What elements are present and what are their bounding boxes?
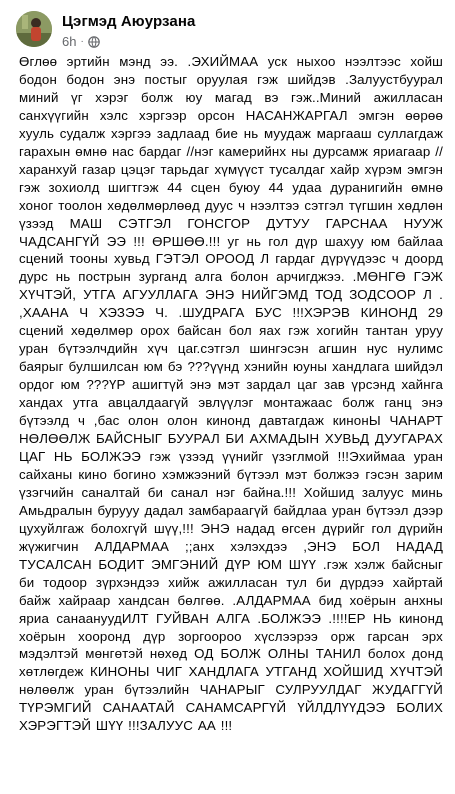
post-time[interactable]: 6h	[62, 34, 77, 49]
globe-icon[interactable]	[88, 36, 100, 48]
profile-photo-icon	[16, 11, 52, 47]
post-meta	[62, 34, 100, 49]
post-text: Өглөө эртийн мэнд ээ. .ЭХИЙМАА уск ныхоо нээлтээс хойш бодон бодон энэ постыг оруулая гэж шийдэв .Залуустбуурал миний үг хэрэг болж юу магад вэ гэж..Миний ажилласан санхүүгийн хэлс хэргээр орсон НАСАНЖАРГАЛ эмгэн өөрөө хууль судалж хэргээ задлаад бие нь муудаж маргааш суллагдаж гарахын өмнө нас бардаг //нэг камерийнх ны дурсамж яриагаар // харанхуй газар цэцэг тарьдаг хүмүүст тусалдаг хайр хүрэм эмгэн гэж зохиолд шигтгэж 44 сцен буюу 44 удаа дуранигийн өмнө хоног тоолон хөдөлмөрлөөд дуус ч нээлтээ сэтгэл түгшин хөдлөн үзээд МАШ СЭТГЭЛ ГОНСГОР ДУТУУ ГАРСНАА НУУЖ ЧАДСАНГҮЙ ЭЭ !!! ӨРШӨӨ.!!! уг нь гол дүр шахуу юм байлаа сцений тооны хувьд ГЭТЭЛ ОРООД Л гардаг дүрүүдээс ч доорд дурс нь пострын зурганд алга болон арчигджээ. .МӨНГӨ ГЭЖ ХҮЧТЭЙ, УТГА АГУУЛЛАГА ЭНЭ НИЙГЭМД ТОД ЗОДСООР Л . ,ХААНА Ч ХЭЗЭЭ Ч. .ШУДРАГА БУС !!!ХЭРЭВ КИНОНД 29 сцений хөдөлмөр орох байсан бол яах гэж хогийн тантан уруу уран бүтээлчдийн хүч цаг.сэтгэл шингэсэн агшин нус нулимс баярыг булшилсан юм бэ ???үүнд хэнийн юуны хандлага шийдэл ордог юм ???ҮР ашигтүй энэ мэт зардал цаг зав үрсэнд хайнга хандах утга авцалдаагүй эвлүүлэг монтажаас болж ганц энэ бүтээлд ч ,бас олон олон кинонд давтагдаж кинонЫ ЧАНАРТ НӨЛӨӨЛЖ БАЙСНЫГ БУУРАЛ БИ АХМАДЫН ХУВЬД ДУУГАРАХ ЦАГ НЬ БОЛЖЭЭ гэж үзээд үүнийг үзэглмой !!!Эхиймаа уран сайханы кино богино хэмжээний бүтээл мэт болжээ гэсэн зарим үзэгчийн саналтай би санал нэг байна.!!! Хойшид залуус минь Амьдралын бурууу дадал замбараагүй байдлаа уран бүтээл дээр цухуйлгаж болохгүй шүү,!!! ЭНЭ нaдад өгсен дүрийг гол дүрийн жүжигчин АЛДАРМАА ;;анх хэлэхдээ ,ЭНЭ БОЛ НАДАД ТУСАЛСАН БОДИТ ЭМГЭНИЙ ДҮР ЮМ ШҮҮ .гэж хэлж байсныг би тодоор зүрхэндээ хийж ажилласан тул би дүрдээ хайртай байж хайраар хандсан бөлгөө. .АЛДАРМАА бид хоёрын анхны яриа санаануудИЛТ ГУЙВАН АЛГА .БОЛЖЭЭ .!!!!ЕР НЬ кинонд хоёрын хооронд дүр зоргоороо хүслээрээ орж гарсан эрх мэдэлтэй мөнгөтэй нөхөд ОД БОЛЖ ОЛНЫ ТАНИЛ болох донд хөтлөгдеж КИНОНЫ ЧИГ ХАНДЛАГА УТГАНД ХОЙШИД ХҮЧТЭЙ нөлөөлж уран бүтээлийн ЧАНАРЫГ СУЛРУУЛДАГ ЖУДАГГҮЙ ТҮРЭМГИЙ САНААТАЙ САНАМСАРГҮЙ ҮЙЛДЛҮҮДЭЭ БОЛИХ ХЭРЭГТЭЙ ШҮҮ !!!ЗАЛУУС АА !!!	[19, 54, 443, 734]
author-name[interactable]: Цэгмэд Аюурзана	[62, 13, 196, 30]
post-header	[0, 0, 455, 56]
post-body	[19, 53, 443, 735]
separator-dot: ·	[80, 36, 84, 47]
avatar[interactable]	[16, 11, 52, 47]
